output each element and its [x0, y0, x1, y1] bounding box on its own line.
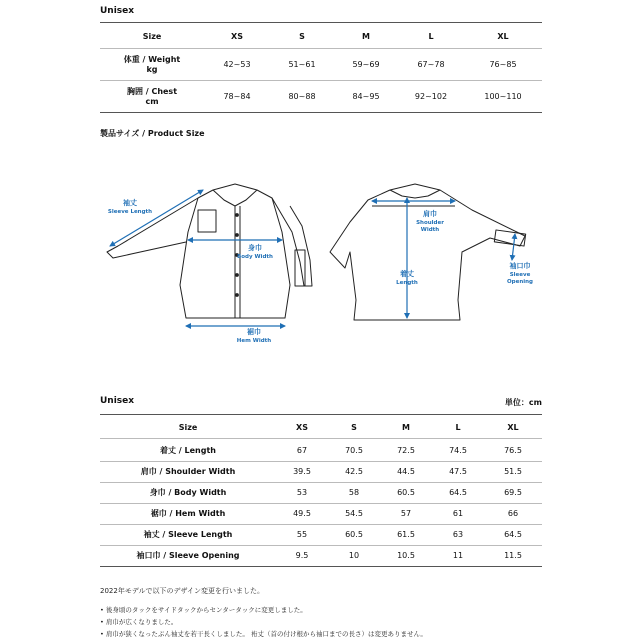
- weight-table-title: Unisex: [100, 6, 135, 16]
- cell: 74.5: [449, 446, 467, 455]
- chest-xs: 78~84: [223, 92, 251, 101]
- cell: 61: [452, 509, 464, 518]
- cell: 58: [348, 488, 360, 497]
- cell: 69.5: [504, 488, 522, 497]
- cell: 61.5: [397, 530, 415, 539]
- chest-m: 84~95: [352, 92, 380, 101]
- cell: 72.5: [397, 446, 415, 455]
- chest-unit: cm: [145, 97, 159, 106]
- weight-label: 体重 / Weight: [123, 55, 181, 64]
- cell: 39.5: [293, 467, 311, 476]
- sleeve-length-label-en: Sleeve Length: [107, 209, 153, 215]
- list-item: • 肩巾が広くなりました。: [100, 618, 178, 626]
- divider: [100, 461, 542, 462]
- cell: 63: [452, 530, 464, 539]
- row-label: 裾巾 / Hem Width: [150, 509, 226, 518]
- cell: 54.5: [345, 509, 363, 518]
- cell: 11.5: [504, 551, 522, 560]
- sleeve-opening-label-jp: 袖口巾: [509, 262, 531, 270]
- cell: 53: [296, 488, 308, 497]
- shoulder-width-label-en: Shoulder: [416, 220, 444, 226]
- chest-l: 92~102: [414, 92, 448, 101]
- chest-xl: 100~110: [484, 92, 522, 101]
- weight-xl: 76~85: [489, 60, 517, 69]
- row-label: 袖口巾 / Sleeve Opening: [136, 551, 240, 560]
- cell: 10: [348, 551, 360, 560]
- notes-heading: 2022年モデルで以下のデザイン変更を行いました。: [100, 587, 264, 595]
- divider: [100, 566, 542, 567]
- shoulder-width-label-en2: Width: [420, 227, 440, 233]
- cell: 60.5: [345, 530, 363, 539]
- row-label: 着丈 / Length: [160, 446, 216, 455]
- row-label: 袖丈 / Sleeve Length: [143, 530, 233, 539]
- cell: 55: [296, 530, 308, 539]
- header-xl: XL: [497, 32, 509, 41]
- divider: [100, 545, 542, 546]
- header-xl: XL: [507, 423, 519, 432]
- cell: 70.5: [345, 446, 363, 455]
- divider: [100, 524, 542, 525]
- sleeve-opening-label-en2: Opening: [507, 279, 533, 285]
- hem-width-label-en: Hem Width: [236, 338, 272, 344]
- note-text: 後身頃のタックをサイドタックからセンタータックに変更しました。: [105, 606, 307, 614]
- note-text: 肩巾が狭くなったぶん袖丈を若干長くしました。 裄丈（首の付け根から袖口までの長さ）は変更ありません。: [105, 630, 427, 638]
- product-table-title: Unisex: [100, 396, 135, 406]
- sleeve-length-label-jp: 袖丈: [123, 199, 137, 207]
- cell: 66: [507, 509, 519, 518]
- header-xs: XS: [231, 32, 243, 41]
- row-label: 身巾 / Body Width: [149, 488, 227, 497]
- cell: 57: [400, 509, 412, 518]
- header-size: Size: [142, 32, 162, 41]
- row-label: 肩巾 / Shoulder Width: [140, 467, 236, 476]
- length-label-jp: 着丈: [400, 270, 414, 278]
- sleeve-opening-arrow: [512, 234, 515, 260]
- cell: 42.5: [345, 467, 363, 476]
- weight-xs: 42~53: [223, 60, 251, 69]
- header-m: M: [402, 423, 410, 432]
- header-size: Size: [178, 423, 198, 432]
- header-xs: XS: [296, 423, 308, 432]
- list-item: • 後身頃のタックをサイドタックからセンタータックに変更しました。: [100, 606, 307, 614]
- note-text: 肩巾が広くなりました。: [105, 618, 178, 626]
- cell: 49.5: [293, 509, 311, 518]
- cell: 44.5: [397, 467, 415, 476]
- chest-label: 胸囲 / Chest: [126, 87, 178, 96]
- cell: 60.5: [397, 488, 415, 497]
- header-s: S: [351, 423, 357, 432]
- front-shirt: [107, 184, 312, 318]
- weight-unit: kg: [146, 65, 158, 74]
- weight-m: 59~69: [352, 60, 380, 69]
- header-s: S: [299, 32, 305, 41]
- cell: 51.5: [504, 467, 522, 476]
- weight-l: 67~78: [417, 60, 445, 69]
- list-item: • 肩巾が狭くなったぶん袖丈を若干長くしました。 裄丈（首の付け根から袖口までの長さ）は変更ありません。: [100, 630, 427, 638]
- hem-width-label-jp: 裾巾: [247, 328, 261, 336]
- divider: [100, 503, 542, 504]
- cell: 64.5: [449, 488, 467, 497]
- header-l: L: [455, 423, 461, 432]
- chest-s: 80~88: [288, 92, 316, 101]
- body-width-label-jp: 身巾: [248, 244, 262, 252]
- back-shirt: [330, 184, 526, 320]
- back-measure-arrows: [372, 198, 515, 318]
- cell: 76.5: [504, 446, 522, 455]
- weight-s: 51~61: [288, 60, 316, 69]
- header-l: L: [428, 32, 434, 41]
- unit-label: 単位：cm: [504, 398, 542, 407]
- header-m: M: [362, 32, 370, 41]
- divider: [100, 414, 542, 415]
- length-label-en: Length: [396, 280, 418, 286]
- shoulder-width-label-jp: 肩巾: [423, 210, 437, 218]
- divider: [100, 482, 542, 483]
- cell: 11: [452, 551, 464, 560]
- cell: 67: [296, 446, 308, 455]
- sleeve-opening-label-en: Sleeve: [509, 272, 531, 278]
- cell: 64.5: [504, 530, 522, 539]
- product-size-title: 製品サイズ / Product Size: [100, 129, 205, 138]
- body-width-label-en: Body Width: [237, 254, 273, 260]
- divider: [100, 438, 542, 439]
- cell: 47.5: [449, 467, 467, 476]
- cell: 9.5: [295, 551, 309, 560]
- cell: 10.5: [397, 551, 415, 560]
